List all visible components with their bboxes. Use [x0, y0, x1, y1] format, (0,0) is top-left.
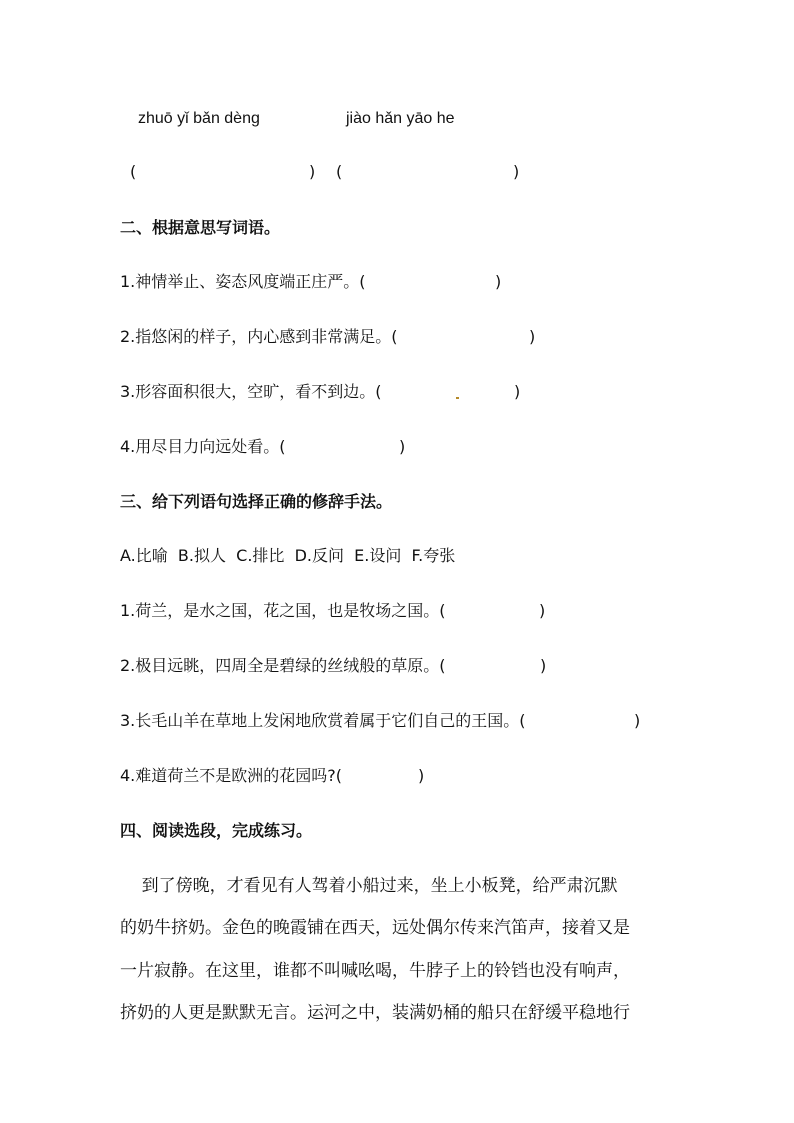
reading-passage-line-2: 的奶牛挤奶。金色的晚霞铺在西天，远处偶尔传来汽笛声，接着又是	[120, 918, 630, 938]
ink-dot	[456, 397, 459, 399]
answer-paren-open-2: (	[336, 162, 343, 181]
section-3-item-3: 3.长毛山羊在草地上发闲地欣赏着属于它们自己的王国。(	[120, 711, 526, 730]
section-2-item-2: 2.指悠闲的样子，内心感到非常满足。(	[120, 327, 398, 346]
reading-passage-line-4: 挤奶的人更是默默无言。运河之中，装满奶桶的船只在舒缓平稳地行	[120, 1003, 630, 1023]
section-3-item-4: 4.难道荷兰不是欧洲的花园吗?(	[120, 766, 343, 785]
section-2-item-1: 1.神情举止、姿态风度端正庄严。(	[120, 272, 366, 291]
section-2-item-3-close: )	[514, 382, 521, 401]
answer-paren-close-1: )	[309, 162, 316, 181]
section-2-item-2-close: )	[529, 327, 536, 346]
section-2-item-3: 3.形容面积很大，空旷，看不到边。(	[120, 382, 382, 401]
reading-passage-line-1: 到了傍晚，才看见有人驾着小船过来，坐上小板凳，给严肃沉默	[120, 876, 618, 896]
pinyin-item-1: zhuō yǐ bǎn dèng	[138, 110, 260, 127]
rhetoric-options: A.比喻 B.拟人 C.排比 D.反问 E.设问 F.夸张	[120, 546, 456, 565]
section-3-heading: 三、给下列语句选择正确的修辞手法。	[120, 492, 393, 511]
section-2-heading: 二、根据意思写词语。	[120, 218, 281, 237]
section-4-heading: 四、阅读选段，完成练习。	[120, 821, 313, 840]
section-3-item-2: 2.极目远眺，四周全是碧绿的丝绒般的草原。(	[120, 656, 446, 675]
section-3-item-3-close: )	[634, 711, 641, 730]
section-3-item-1-close: )	[539, 601, 546, 620]
section-3-item-2-close: )	[540, 656, 547, 675]
answer-paren-open-1: (	[130, 162, 137, 181]
answer-paren-close-2: )	[513, 162, 520, 181]
pinyin-item-2: jiào hǎn yāo he	[346, 110, 455, 127]
section-3-item-4-close: )	[418, 766, 425, 785]
reading-passage-line-3: 一片寂静。在这里，谁都不叫喊吆喝，牛脖子上的铃铛也没有响声，	[120, 961, 630, 981]
section-2-item-4: 4.用尽目力向远处看。(	[120, 437, 286, 456]
section-2-item-1-close: )	[495, 272, 502, 291]
section-3-item-1: 1.荷兰，是水之国，花之国，也是牧场之国。(	[120, 601, 446, 620]
section-2-item-4-close: )	[399, 437, 406, 456]
